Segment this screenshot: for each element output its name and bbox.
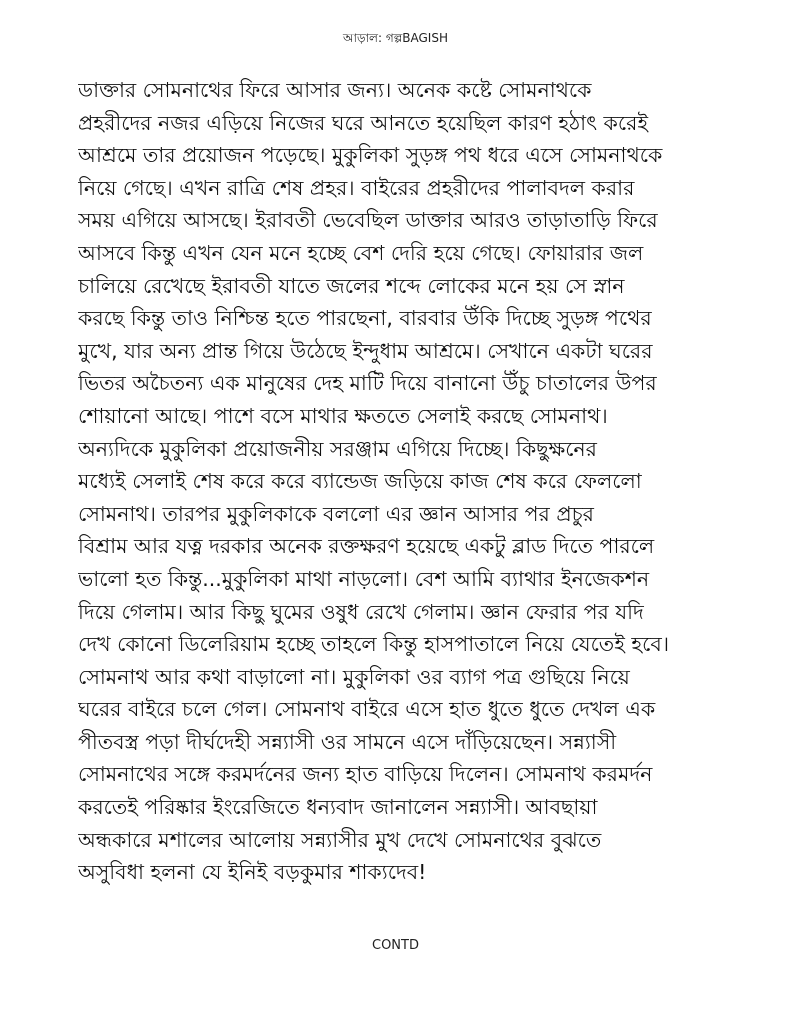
story-line: অন্যদিকে মুকুলিকা প্রয়োজনীয় সরঞ্জাম এগিয়ে দিচ্ছে। কিছুক্ষনের [78,436,597,461]
story-line: অসুবিধা হলনা যে ইনিই বড়কুমার শাক্যদেব! [78,860,427,885]
story-line: সোমনাথ আর কথা বাড়ালো না। মুকুলিকা ওর ব্যাগ পত্র গুছিয়ে নিয়ে [78,664,630,689]
story-line: মুখে, যার অন্য প্রান্ত গিয়ে উঠেছে ইন্দুধাম আশ্রমে। সেখানে একটা ঘরের [78,338,653,363]
story-body [78,74,738,889]
story-line: আসবে কিন্তু এখন যেন মনে হচ্ছে বেশ দেরি হয়ে গেছে। ফোয়ারার জল [78,240,644,265]
story-line: অন্ধকারে মশালের আলোয় সন্ন্যাসীর মুখ দেখে সোমনাথের বুঝতে [78,827,602,852]
page-header: আড়াল: গল্পBAGISH [343,31,448,45]
story-line: সোমনাথের সঙ্গে করমর্দনের জন্য হাত বাড়িয়ে দিলেন। সোমনাথ করমর্দন [78,762,653,787]
story-line: ভালো হত কিন্তু...মুকুলিকা মাথা নাড়লো। বেশ আমি ব্যাথার ইনজেকশন [78,566,650,591]
story-line: পীতবস্ত্র পড়া দীর্ঘদেহী সন্ন্যাসী ওর সামনে এসে দাঁড়িয়েছেন। সন্ন্যাসী [78,729,617,754]
story-line: বিশ্রাম আর যত্ন দরকার অনেক রক্তক্ষরণ হয়েছে একটু ব্লাড দিতে পারলে [78,534,655,559]
story-line: সময় এগিয়ে আসছে। ইরাবতী ভেবেছিল ডাক্তার আরও তাড়াতাড়ি ফিরে [78,208,658,233]
story-line: আশ্রমে তার প্রয়োজন পড়েছে। মুকুলিকা সুড়ঙ্গ পথ ধরে এসে সোমনাথকে [78,143,663,168]
story-line: ডাক্তার সোমনাথের ফিরে আসার জন্য। অনেক কষ্টে সোমনাথকে [78,78,592,102]
story-line: চালিয়ে রেখেছে ইরাবতী যাতে জলের শব্দে লোকের মনে হয় সে স্নান [78,273,625,298]
story-line: ভিতর অচৈতন্য এক মানুষের দেহ মাটি দিয়ে বানানো উঁচু চাতালের উপর [78,371,657,396]
story-line: দেখ কোনো ডিলেরিয়াম হচ্ছে তাহলে কিন্তু হাসপাতালে নিয়ে যেতেই হবে। [78,632,670,657]
story-line: নিয়ে গেছে। এখন রাত্রি শেষ প্রহর। বাইরের প্রহরীদের পালাবদল করার [78,175,635,200]
story-line: সোমনাথ। তারপর মুকুলিকাকে বললো এর জ্ঞান আসার পর প্রচুর [78,501,594,526]
continued-label: CONTD [372,938,419,953]
story-line: মধ্যেই সেলাই শেষ করে করে ব্যান্ডেজ জড়িয়ে কাজ শেষ করে ফেললো [78,469,642,494]
story-line: করছে কিন্তু তাও নিশ্চিন্ত হতে পারছেনা, বারবার উঁকি দিচ্ছে সুড়ঙ্গ পথের [78,306,652,331]
story-line: দিয়ে গেলাম। আর কিছু ঘুমের ওষুধ রেখে গেলাম। জ্ঞান ফেরার পর যদি [78,599,644,624]
story-line: করতেই পরিষ্কার ইংরেজিতে ধন্যবাদ জানালেন সন্ন্যাসী। আবছায়া [78,795,598,820]
story-line: শোয়ানো আছে। পাশে বসে মাথার ক্ষততে সেলাই করছে সোমনাথ। [78,403,608,428]
story-line: প্রহরীদের নজর এড়িয়ে নিজের ঘরে আনতে হয়েছিল কারণ হঠাৎ করেই [78,110,649,135]
story-line: ঘরের বাইরে চলে গেল। সোমনাথ বাইরে এসে হাত ধুতে ধুতে দেখল এক [78,697,656,722]
